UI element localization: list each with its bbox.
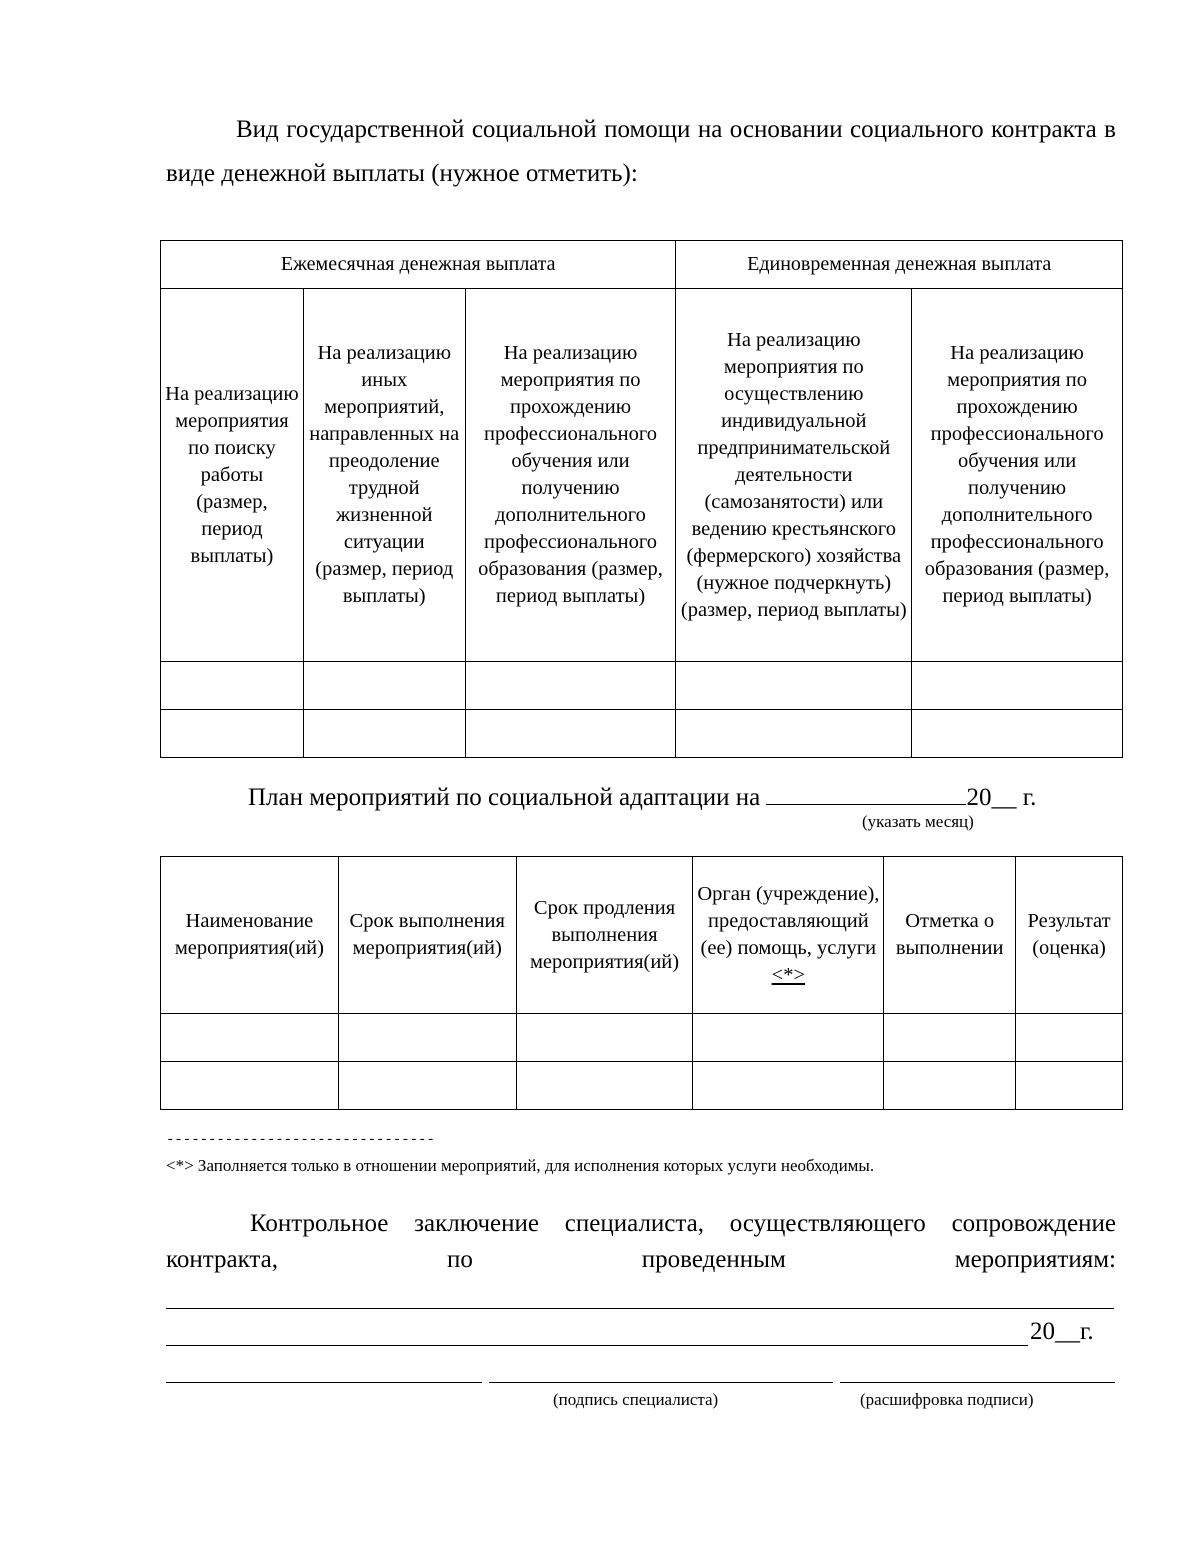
table-cell[interactable] <box>161 1062 339 1110</box>
column-header: На реализацию мероприятия по осуществлению индивидуальной предпринимательской деятельности (самозанятости) или ведению крестьянского (фермерского) хозяйства (нужное подчеркнуть) (размер, период выплаты) <box>676 289 912 662</box>
table-row <box>161 1062 1123 1110</box>
plan-heading <box>248 782 1036 812</box>
column-header: На реализацию мероприятия по прохождению профессионального обучения или получению дополнительного профессионального образования (размер, период выплаты) <box>465 289 676 662</box>
table-cell[interactable] <box>676 662 912 710</box>
table-cell[interactable] <box>303 710 465 758</box>
table-cell[interactable] <box>516 1062 693 1110</box>
table-cell[interactable] <box>161 1014 339 1062</box>
column-header: На реализацию мероприятия по поиску работы (размер, период выплаты) <box>161 289 304 662</box>
column-header: На реализацию мероприятия по прохождению профессионального обучения или получению дополнительного профессионального образования (размер, период выплаты) <box>912 289 1123 662</box>
conclusion-paragraph <box>166 1206 1116 1278</box>
column-header: Отметка о выполнении <box>884 857 1016 1014</box>
table-cell[interactable] <box>338 1062 516 1110</box>
column-header: Наименование мероприятия(ий) <box>161 857 339 1014</box>
one-time-payment-header: Единовременная денежная выплата <box>676 241 1123 289</box>
column-header-body <box>693 857 884 1014</box>
table-cell[interactable] <box>161 710 304 758</box>
signature-decode-caption: (расшифровка подписи) <box>860 1390 1034 1409</box>
table-row <box>161 710 1123 758</box>
table-cell[interactable] <box>516 1014 693 1062</box>
column-header: Срок выполнения мероприятия(ий) <box>338 857 516 1014</box>
table-cell[interactable] <box>912 710 1123 758</box>
table-cell[interactable] <box>693 1014 884 1062</box>
payment-type-table <box>160 240 1123 758</box>
table-cell[interactable] <box>465 662 676 710</box>
intro-text: Вид государственной социальной помощи на основании социального контракта в виде денежной выплаты (нужное отметить): <box>166 116 1116 187</box>
column-header: На реализацию иных мероприятий, направленных на преодоление трудной жизненной ситуации (размер, период выплаты) <box>303 289 465 662</box>
table-cell[interactable] <box>303 662 465 710</box>
specialist-signature-caption: (подпись специалиста) <box>553 1390 719 1409</box>
month-blank[interactable] <box>766 782 966 805</box>
intro-paragraph <box>166 108 1116 196</box>
conclusion-year: 20__г. <box>1030 1318 1094 1345</box>
date-line[interactable] <box>166 1382 482 1383</box>
conclusion-line-2[interactable] <box>166 1345 1028 1346</box>
activity-plan-table <box>160 856 1123 1110</box>
table-row <box>161 662 1123 710</box>
footnote-ref-link[interactable]: <*> <box>771 964 806 986</box>
column-header: Орган (учреждение), предоставляющий (ее) помощь, услуги <box>697 883 880 959</box>
footnote-separator: -------------------------------- <box>166 1132 435 1148</box>
conclusion-text: Контрольное заключение специалиста, осуществляющего сопровождение контракта, по проведенным мероприятиям: <box>166 1210 1116 1273</box>
table-cell[interactable] <box>912 662 1123 710</box>
table-cell[interactable] <box>338 1014 516 1062</box>
signature-line[interactable] <box>489 1382 833 1383</box>
table-cell[interactable] <box>1016 1014 1123 1062</box>
table-row <box>161 1014 1123 1062</box>
table-cell[interactable] <box>676 710 912 758</box>
column-header: Срок продления выполнения мероприятия(ий) <box>516 857 693 1014</box>
table-cell[interactable] <box>693 1062 884 1110</box>
table-cell[interactable] <box>161 662 304 710</box>
table-cell[interactable] <box>1016 1062 1123 1110</box>
column-header: Результат (оценка) <box>1016 857 1123 1014</box>
plan-text: План мероприятий по социальной адаптации на <box>248 784 761 811</box>
table-cell[interactable] <box>884 1062 1016 1110</box>
plan-year: 20__ г. <box>966 784 1037 811</box>
table-cell[interactable] <box>884 1014 1016 1062</box>
table-cell[interactable] <box>465 710 676 758</box>
monthly-payment-header: Ежемесячная денежная выплата <box>161 241 676 289</box>
footnote-text: <*> Заполняется только в отношении мероприятий, для исполнения которых услуги необходимы. <box>166 1156 875 1175</box>
conclusion-line-1[interactable] <box>166 1308 1114 1309</box>
month-hint: (указать месяц) <box>862 812 974 831</box>
signature-decode-line[interactable] <box>840 1382 1115 1383</box>
